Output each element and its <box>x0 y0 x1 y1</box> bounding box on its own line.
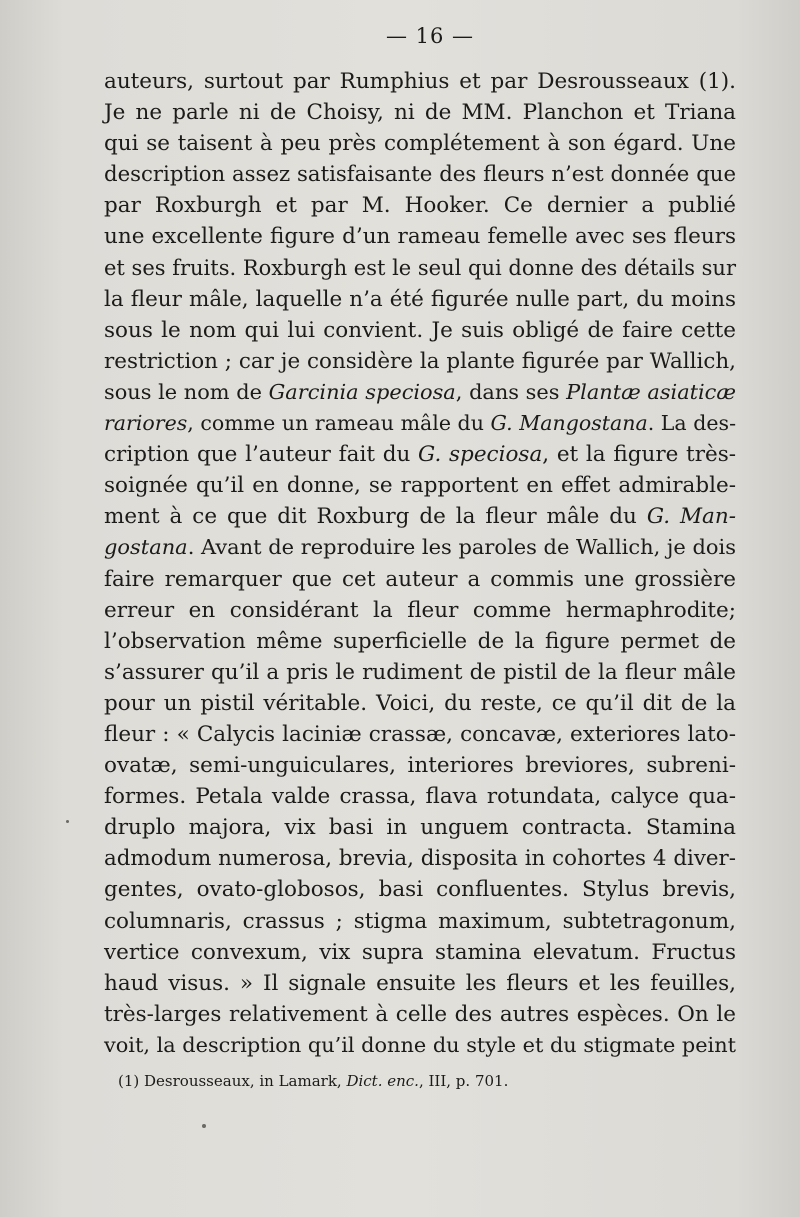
italic-run: rariores <box>104 411 188 436</box>
text-run: restriction ; car je considère la plante figurée par Wallich, <box>104 348 736 374</box>
footnote-run: (1) Desrousseaux, in Lamark, <box>118 1072 347 1090</box>
text-run: Je ne parle ni de Choisy, ni de MM. Planchon et Triana <box>104 100 736 126</box>
text-line <box>104 1030 736 1061</box>
text-run: , comme un rameau mâle du <box>187 411 491 436</box>
text-run: l’observation même superficielle de la figure permet de <box>104 628 736 654</box>
text-line <box>104 501 736 532</box>
footnote-run: , III, p. 701. <box>418 1072 509 1090</box>
text-run: une excellente figure d’un rameau femelle avec ses fleurs <box>104 224 736 250</box>
text-line <box>104 626 736 657</box>
text-run: , dans ses <box>455 379 567 404</box>
text-line <box>104 843 736 874</box>
text-run: , et la figure très- <box>542 442 736 468</box>
text-run: sous le nom qui lui convient. Je suis obligé de faire cette <box>104 317 736 343</box>
text-run: haud visus. » Il signale ensuite les fleurs et les feuilles, <box>104 970 736 996</box>
italic-run: Garcinia speciosa <box>268 379 456 404</box>
text-run: description assez satisfaisante des fleurs n’est donnée que <box>104 162 736 188</box>
text-run: auteurs, surtout par Rumphius et par Desrousseaux (1). <box>104 69 736 94</box>
text-run: vertice convexum, vix supra stamina elevatum. Fructus <box>104 939 736 965</box>
text-line <box>104 812 736 843</box>
text-line <box>104 190 736 221</box>
text-line <box>104 968 736 999</box>
text-run: columnaris, crassus ; stigma maximum, subtetragonum, <box>104 908 736 934</box>
italic-run: G. Man- <box>646 504 736 530</box>
text-line <box>104 253 736 284</box>
text-line <box>104 284 736 315</box>
text-run: par Roxburgh et par M. Hooker. Ce dernier a publié <box>104 193 736 219</box>
text-run: très-larges relativement à celle des autres espèces. On le <box>104 1001 736 1027</box>
text-line <box>104 999 736 1030</box>
text-line <box>104 532 736 563</box>
text-run: ovatæ, semi-unguiculares, interiores breviores, subreni- <box>104 753 736 779</box>
paper-speck <box>202 1124 206 1128</box>
text-line <box>104 97 736 128</box>
text-run: . La des- <box>647 411 737 436</box>
text-line <box>104 346 736 377</box>
text-run: cription que l’auteur fait du <box>104 442 419 468</box>
text-line <box>104 128 736 159</box>
text-run: faire remarquer que cet auteur a commis une grossière <box>104 566 736 592</box>
paper-speck <box>66 820 69 823</box>
text-line <box>104 221 736 252</box>
text-line <box>104 688 736 719</box>
body-text <box>104 66 736 1061</box>
italic-run: Plantæ asiaticæ <box>566 379 736 404</box>
text-line <box>104 159 736 190</box>
text-run: fleur : « Calycis laciniæ crassæ, concavæ, exteriores lato- <box>104 721 736 747</box>
text-line <box>104 408 736 439</box>
text-run: gentes, ovato-globosos, basi confluentes. Stylus brevis, <box>104 877 736 903</box>
text-line <box>104 315 736 346</box>
text-run: ment à ce que dit Roxburg de la fleur mâle du <box>104 504 647 530</box>
footnote-italic-run: Dict. enc. <box>346 1072 419 1090</box>
text-run: qui se taisent à peu près complétement à son égard. Une <box>104 131 736 157</box>
text-line <box>104 906 736 937</box>
text-line <box>104 937 736 968</box>
italic-run: gostana <box>104 535 188 560</box>
text-run: admodum numerosa, brevia, disposita in cohortes 4 diver- <box>104 846 736 872</box>
text-line <box>104 657 736 688</box>
text-line <box>104 874 736 905</box>
page-number: — 16 — <box>385 24 475 48</box>
text-run: s’assurer qu’il a pris le rudiment de pistil de la fleur mâle <box>104 659 736 685</box>
text-run: pour un pistil véritable. Voici, du reste, ce qu’il dit de la <box>104 690 736 716</box>
text-line <box>104 781 736 812</box>
text-run: sous le nom de <box>104 379 269 404</box>
text-line <box>104 750 736 781</box>
text-line <box>104 439 736 470</box>
text-line <box>104 564 736 595</box>
text-run: formes. Petala valde crassa, flava rotundata, calyce qua- <box>104 784 736 810</box>
text-run: druplo majora, vix basi in unguem contracta. Stamina <box>104 815 736 841</box>
text-run: . Avant de reproduire les paroles de Wallich, je dois <box>187 535 736 560</box>
text-line <box>104 470 736 501</box>
text-line <box>104 595 736 626</box>
text-run: erreur en considérant la fleur comme hermaphrodite; <box>104 597 736 623</box>
text-line <box>104 66 736 97</box>
text-run: voit, la description qu’il donne du style et du stigmate peint <box>104 1032 736 1057</box>
text-run: la fleur mâle, laquelle n’a été figurée nulle part, du moins <box>104 286 736 312</box>
italic-run: G. Mangostana <box>490 411 648 436</box>
text-run: soignée qu’il en donne, se rapportent en effet admirable- <box>104 473 736 499</box>
text-line <box>104 719 736 750</box>
italic-run: G. speciosa <box>418 442 543 468</box>
text-run: et ses fruits. Roxburgh est le seul qui donne des détails sur <box>104 255 736 280</box>
text-line <box>104 377 736 408</box>
footnote <box>118 1072 508 1090</box>
